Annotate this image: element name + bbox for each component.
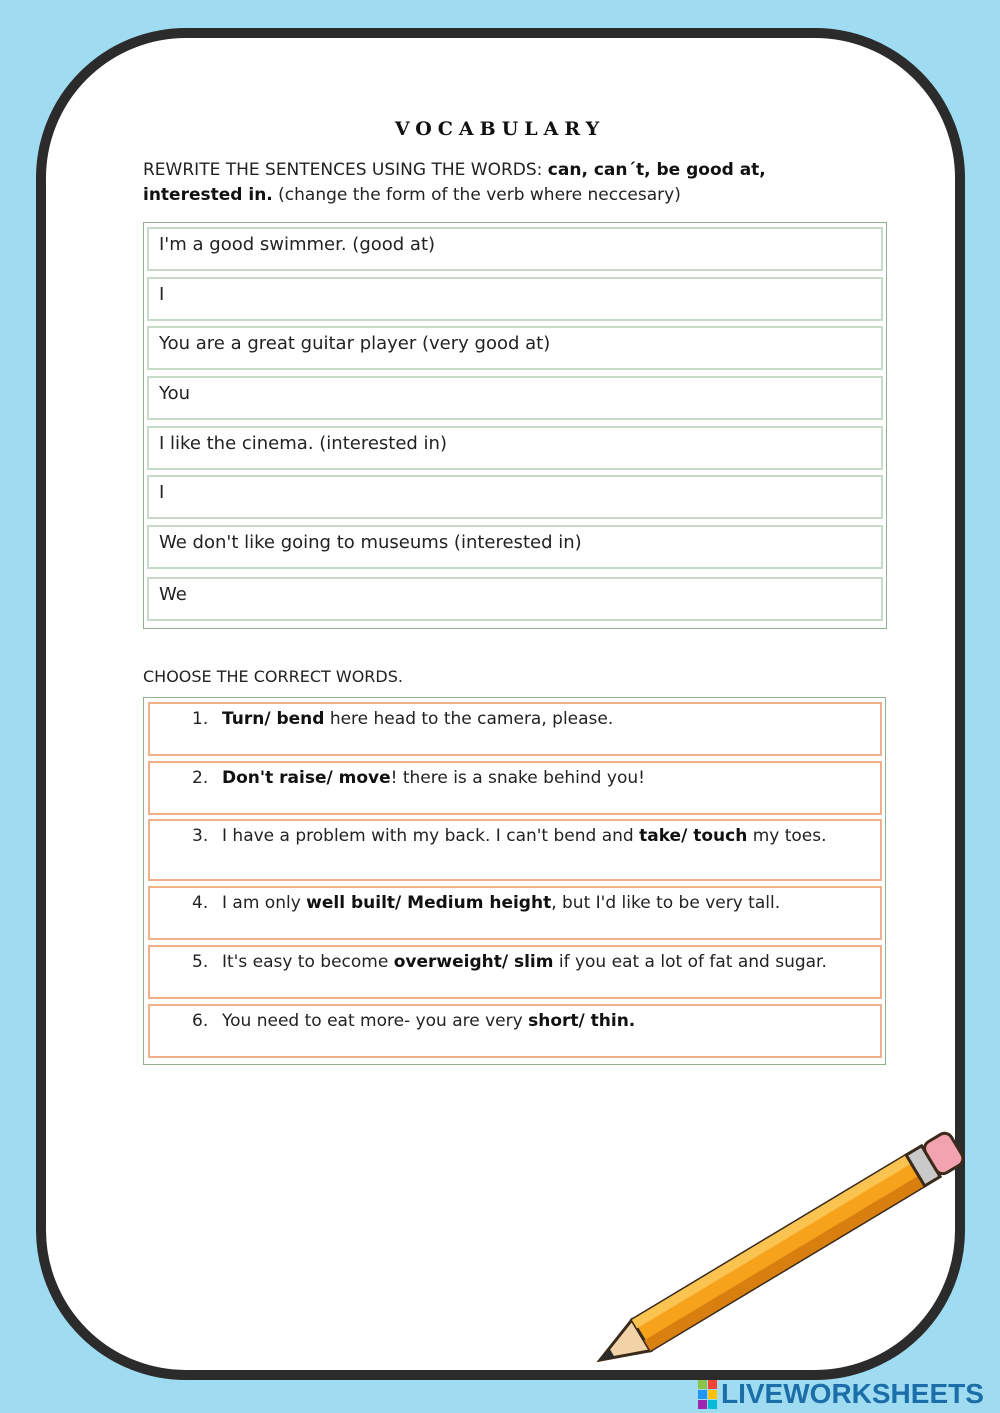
- answer-field[interactable]: I: [147, 475, 883, 519]
- prompt-row: I'm a good swimmer. (good at): [147, 227, 883, 271]
- choose-instruction: CHOOSE THE CORRECT WORDS.: [143, 667, 403, 686]
- pencil-icon: [580, 1120, 1000, 1380]
- choice-row[interactable]: 5. It's easy to become overweight/ slim if you eat a lot of fat and sugar.: [148, 945, 882, 999]
- word-choice[interactable]: take/ touch: [639, 826, 748, 846]
- answer-field[interactable]: You: [147, 376, 883, 420]
- prompt-row: You are a great guitar player (very good at): [147, 326, 883, 370]
- answer-field[interactable]: I: [147, 277, 883, 321]
- choice-row[interactable]: 1. Turn/ bend here head to the camera, please.: [148, 702, 882, 756]
- word-choice[interactable]: Don't raise/ move: [222, 768, 391, 788]
- rewrite-table: [143, 222, 887, 629]
- answer-field[interactable]: We: [147, 577, 883, 621]
- word-choice[interactable]: Turn/ bend: [222, 709, 325, 729]
- prompt-row: I like the cinema. (interested in): [147, 426, 883, 470]
- page-title: VOCABULARY: [394, 118, 606, 140]
- choose-table: [143, 697, 886, 1065]
- brand-name: LIVEWORKSHEETS: [721, 1378, 984, 1409]
- brand-logo: [698, 1377, 984, 1411]
- choice-row[interactable]: 2. Don't raise/ move! there is a snake behind you!: [148, 761, 882, 815]
- brand-icon: [698, 1380, 717, 1409]
- choice-row[interactable]: 6. You need to eat more- you are very short/ thin.: [148, 1004, 882, 1058]
- word-choice[interactable]: overweight/ slim: [393, 952, 554, 972]
- word-choice[interactable]: well built/ Medium height: [306, 893, 552, 913]
- prompt-row: We don't like going to museums (interested in): [147, 525, 883, 569]
- choice-row[interactable]: 3. I have a problem with my back. I can't bend and take/ touch my toes.: [148, 819, 882, 881]
- choice-row[interactable]: 4. I am only well built/ Medium height, but I'd like to be very tall.: [148, 886, 882, 940]
- word-choice[interactable]: short/ thin.: [528, 1011, 636, 1031]
- rewrite-instruction: REWRITE THE SENTENCES USING THE WORDS: can, can´t, be good at, interested in. (change the form of the verb where neccesary): [143, 160, 766, 205]
